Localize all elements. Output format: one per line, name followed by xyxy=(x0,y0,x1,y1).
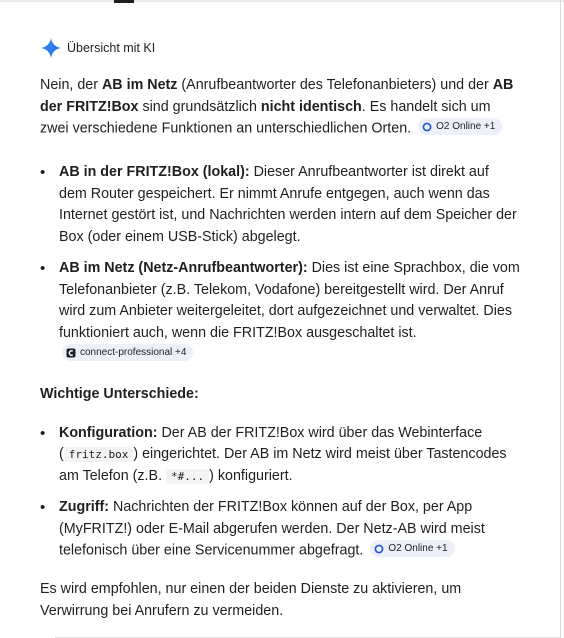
source-chip-label: connect-professional +4 xyxy=(80,347,187,358)
list-item-title: Konfiguration: xyxy=(59,424,158,441)
differences-heading: Wichtige Unterschiede: xyxy=(40,386,199,402)
differences-list xyxy=(40,423,520,563)
o2-logo-icon xyxy=(374,544,384,554)
sparkle-icon xyxy=(40,37,62,59)
top-divider xyxy=(0,0,564,2)
list-item-text: Der AB der FRITZ!Box wird über das Webinterface ( xyxy=(59,424,483,462)
list-item-text: Dies ist eine Sprachbox, die vom Telefonanbieter (z.B. Telekom, Vodafone) bereitgestellt wird. Der Anruf wird zum Anbieter weitergeleitet, dort aufgezeichnet und verwaltet. Dies funktioniert auch, wenn die FRITZ!Box ausgeschaltet ist. xyxy=(59,260,520,341)
intro-text: . Es handelt sich um zwei verschiedene Funktionen an unterschiedlichen Orten. xyxy=(40,98,491,137)
intro-bold-nicht-identisch: nicht identisch xyxy=(260,98,362,115)
list-item xyxy=(40,423,520,488)
source-chip-label: O2 Online +1 xyxy=(388,543,448,554)
ai-overview-panel xyxy=(40,36,520,622)
list-item xyxy=(40,497,520,562)
intro-bold-ab-fritzbox: AB der FRITZ!Box xyxy=(40,77,514,115)
list-item-text: ) konfiguriert. xyxy=(209,467,293,484)
active-tab-indicator xyxy=(114,0,134,3)
o2-logo-icon xyxy=(422,122,432,132)
intro-paragraph xyxy=(40,75,520,140)
list-item-title: AB in der FRITZ!Box (lokal): xyxy=(59,164,250,180)
inline-code: *#... xyxy=(166,469,209,484)
source-chip[interactable] xyxy=(370,540,454,557)
recommendation-paragraph: Es wird empfohlen, nur einen der beiden Dienste zu aktivieren, um Verwirrung bei Anrufern zu vermeiden. xyxy=(40,581,462,619)
scroll-edge xyxy=(560,0,561,638)
list-item-text: ) eingerichtet. Der AB im Netz wird meist über Tastencodes am Telefon (z.B. xyxy=(59,446,507,484)
source-chip[interactable] xyxy=(62,344,193,361)
ai-overview-title: Übersicht mit KI xyxy=(67,41,156,55)
ai-overview-header xyxy=(40,36,520,60)
intro-text: sind grundsätzlich xyxy=(138,98,261,115)
list-item xyxy=(40,162,520,248)
list-item-text: Nachrichten der FRITZ!Box können auf der Box, per App (MyFRITZ!) oder E-Mail abgerufen werden. Der Netz-AB wird meist telefonisch über eine Servicenummer abgefragt. xyxy=(59,499,485,559)
source-chip[interactable] xyxy=(418,118,502,135)
list-item-title: Zugriff: xyxy=(59,499,110,515)
connect-logo-icon xyxy=(66,348,76,358)
list-item-text: Dieser Anrufbeantworter ist direkt auf dem Router gespeichert. Er nimmt Anrufe entgegen, auch wenn das Internet gestört ist, und Nachrichten werden intern auf dem Speicher der Box (oder einem USB-Stick) abgelegt. xyxy=(59,164,517,245)
list-item xyxy=(40,258,520,366)
intro-bold-ab-im-netz: AB im Netz xyxy=(101,77,178,93)
inline-code: fritz.box xyxy=(64,447,134,462)
comparison-list xyxy=(40,162,520,366)
source-chip-label: O2 Online +1 xyxy=(436,121,496,132)
intro-text: Nein, der xyxy=(40,77,102,93)
list-item-title: AB im Netz (Netz-Anrufbeantworter): xyxy=(59,260,308,276)
intro-text: (Anrufbeantworter des Telefonanbieters) und der xyxy=(177,77,493,93)
